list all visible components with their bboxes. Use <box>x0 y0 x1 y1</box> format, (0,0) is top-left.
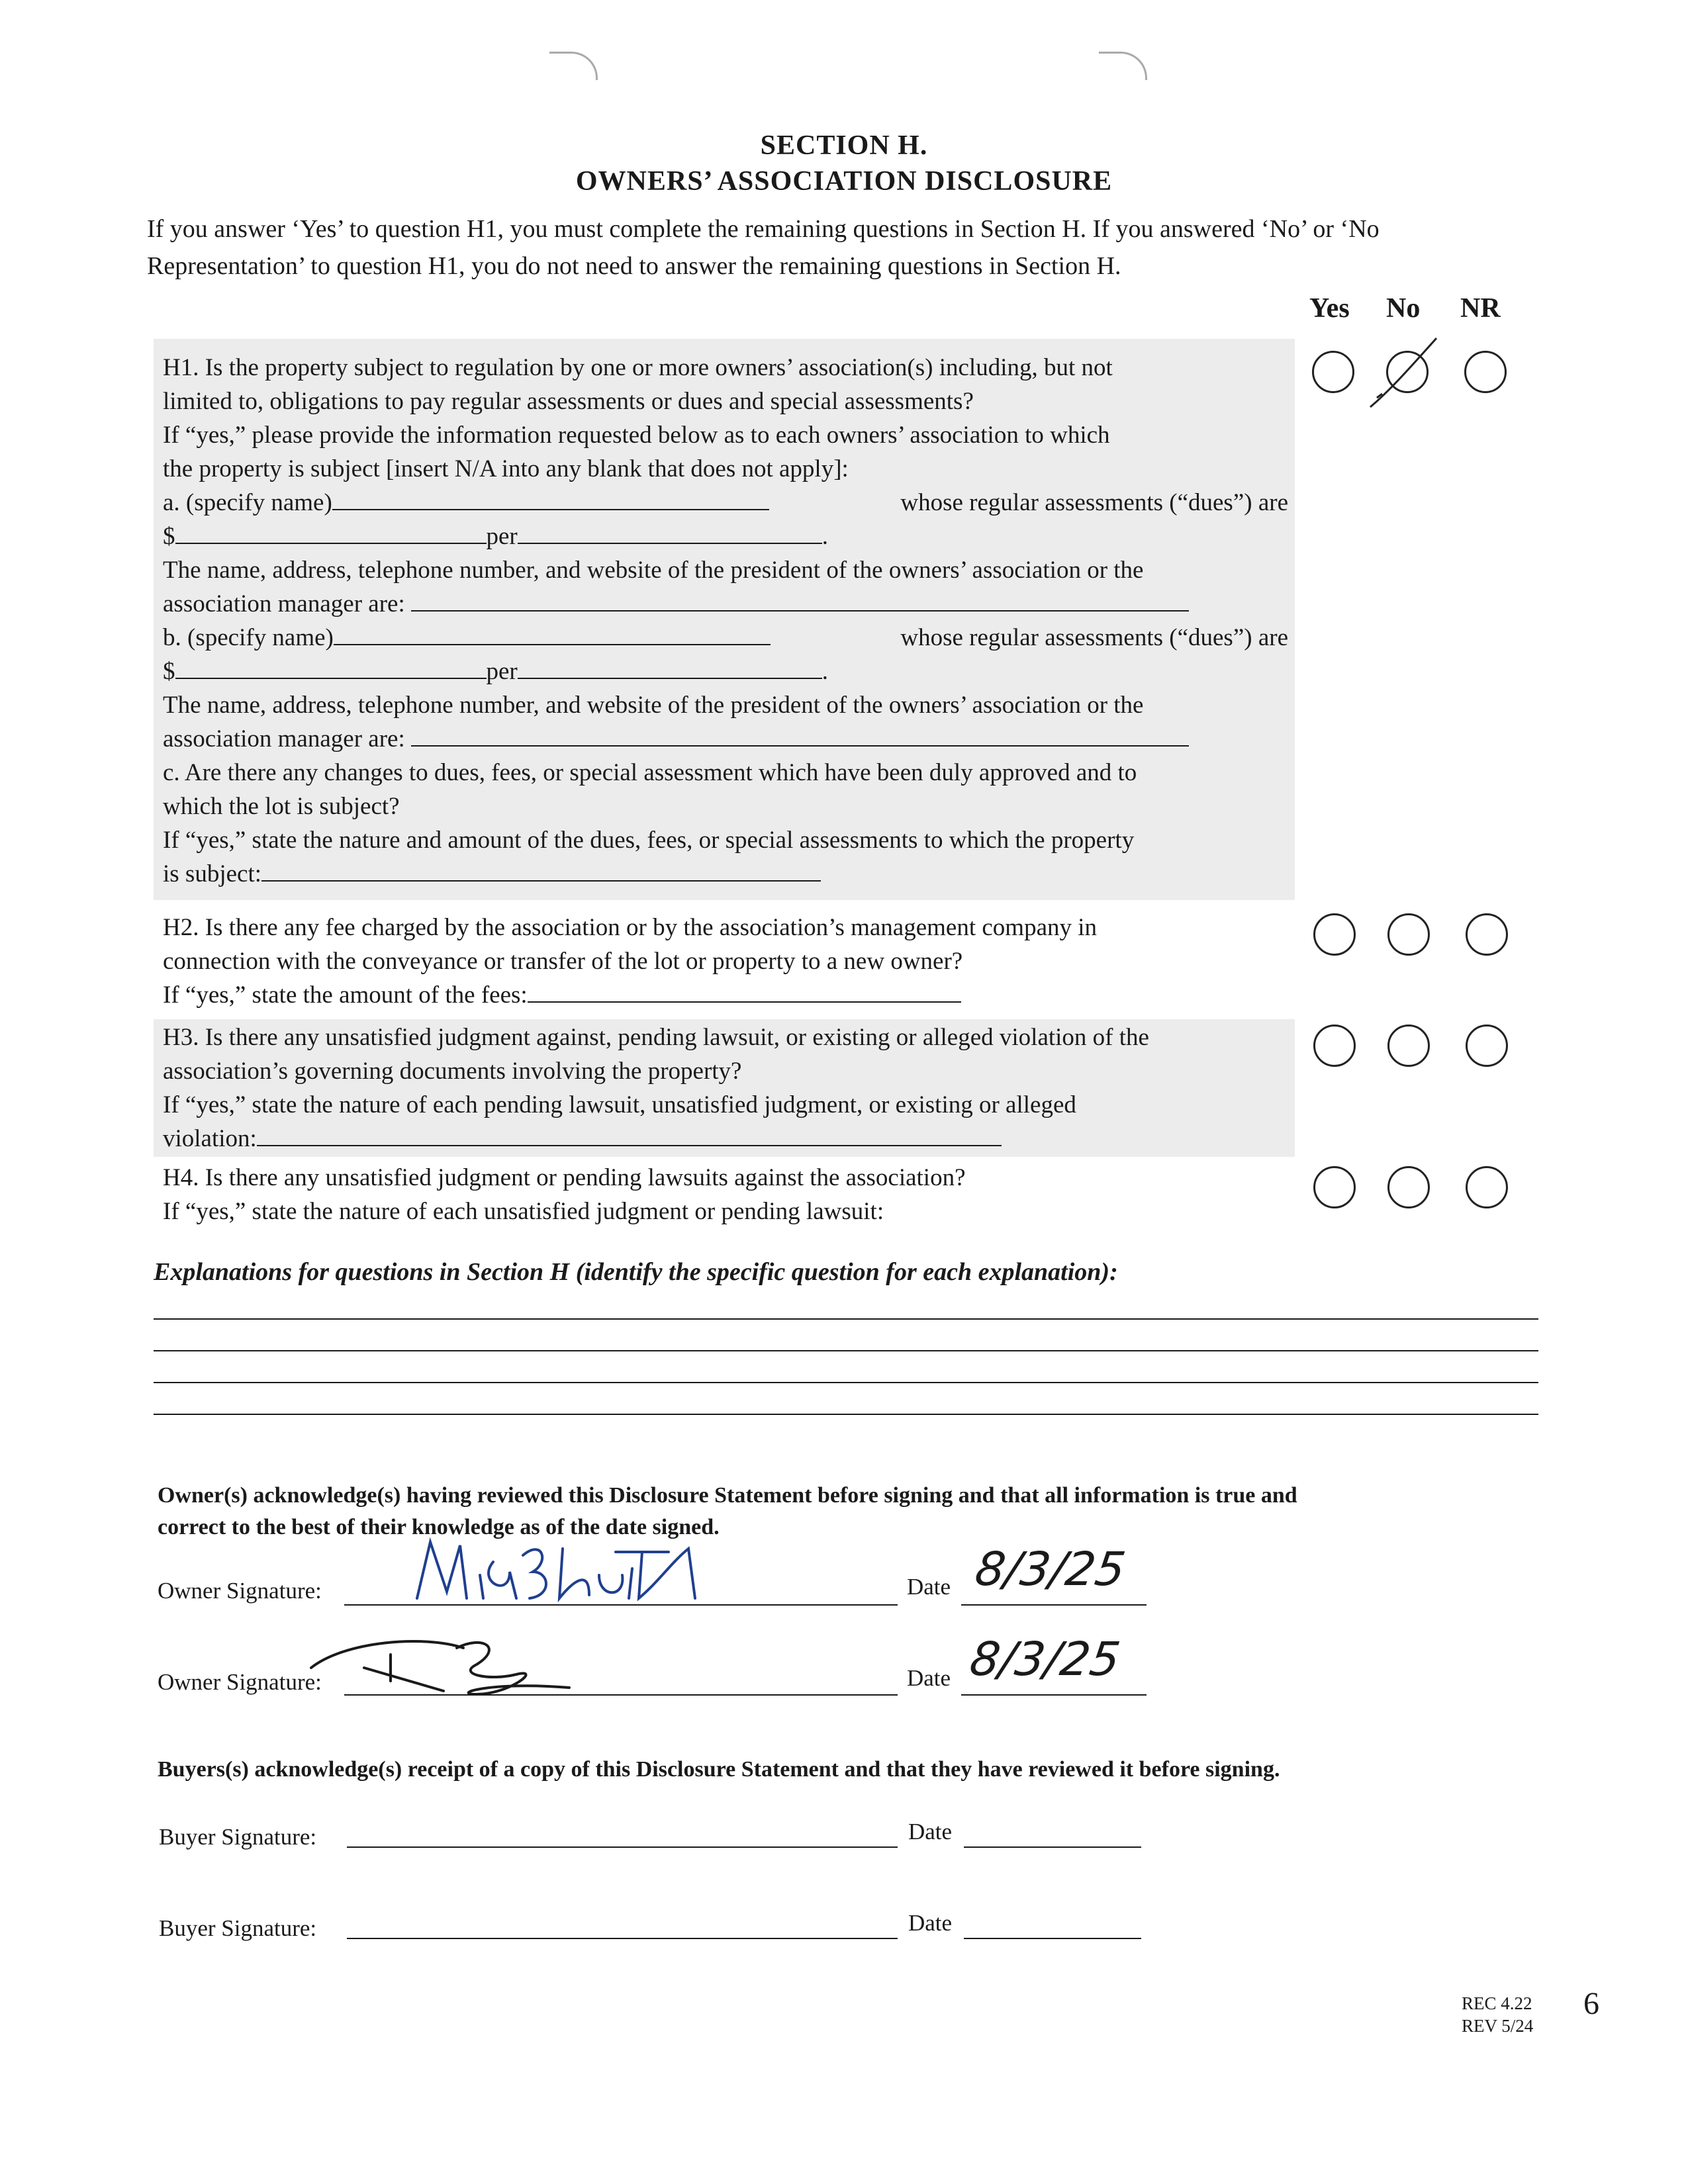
h4-no-radio[interactable] <box>1387 1166 1430 1208</box>
explanations-heading: Explanations for questions in Section H (identify the specific question for each explanation): <box>154 1258 1118 1286</box>
buyer-date-line[interactable] <box>964 1846 1141 1848</box>
intro-text: If you answer ‘Yes’ to question H1, you must complete the remaining questions in Section H. If you answered ‘No’ or ‘No Representation’ to question H1, you do not need to answer the remaining questions in Section H. <box>147 215 1380 280</box>
h1-text: H1. Is the property subject to regulation by one or more owners’ association(s) including, but not <box>163 354 1113 381</box>
h4-yes-radio[interactable] <box>1313 1166 1356 1208</box>
h1b-dues-period-blank[interactable] <box>518 655 822 679</box>
owner-date-line[interactable] <box>961 1604 1147 1606</box>
explanation-line[interactable] <box>154 1350 1538 1351</box>
h3-yes-radio[interactable] <box>1313 1024 1356 1067</box>
h3-violation-blank[interactable] <box>257 1122 1002 1146</box>
buyer-date-label: Date <box>908 1910 953 1936</box>
question-h3: H3. Is there any unsatisfied judgment against, pending lawsuit, or existing or alleged violation of the association’s governing documents involving the property? If “yes,” state the nature of each pending lawsuit, unsatisfied judgment, or existing or alleged violation: <box>163 1024 1149 1152</box>
h3-nr-radio[interactable] <box>1466 1024 1508 1067</box>
page-title: OWNERS’ ASSOCIATION DISCLOSURE <box>575 166 1113 197</box>
buyer-signature-line[interactable] <box>347 1846 898 1848</box>
column-header-no: No <box>1386 293 1421 324</box>
h4-nr-radio[interactable] <box>1466 1166 1508 1208</box>
h2-no-radio[interactable] <box>1387 913 1430 956</box>
owner-signature-1 <box>410 1535 755 1608</box>
h1b-dues-amount-blank[interactable] <box>175 655 487 679</box>
buyer-signature-label: Buyer Signature: <box>159 1915 317 1941</box>
h1a-president-blank[interactable] <box>411 588 1189 612</box>
form-code <box>1462 1992 1533 2037</box>
section-heading: SECTION H. <box>760 130 928 161</box>
h1b-president-blank[interactable] <box>411 723 1189 747</box>
column-header-yes: Yes <box>1309 293 1350 324</box>
owner-acknowledgment: Owner(s) acknowledge(s) having reviewed this Disclosure Statement before signing and that all information is true and correct to the best of their knowledge as of the date signed. <box>158 1483 1297 1539</box>
question-h4: H4. Is there any unsatisfied judgment or pending lawsuits against the association? If “yes,” state the nature of each unsatisfied judgment or pending lawsuit: <box>163 1164 966 1225</box>
buyer-signature-line[interactable] <box>347 1938 898 1939</box>
h1c-blank[interactable] <box>261 858 821 882</box>
owner-signature-label: Owner Signature: <box>158 1669 322 1695</box>
question-h2: H2. Is there any fee charged by the association or by the association’s management company in connection with the conveyance or transfer of the lot or property to a new owner? If “yes,” state the amount of the fees: <box>163 914 1098 1009</box>
page-number: 6 <box>1583 1986 1599 2021</box>
h1a-dues-amount-blank[interactable] <box>175 520 487 544</box>
h2-nr-radio[interactable] <box>1466 913 1508 956</box>
owner-signature-2 <box>291 1628 609 1707</box>
owner-signature-label: Owner Signature: <box>158 1578 322 1604</box>
owner-date-value: 8/3/25 <box>972 1542 1129 1596</box>
h1-nr-radio[interactable] <box>1464 351 1507 393</box>
form-rev: REV 5/24 <box>1462 2016 1534 2036</box>
owner-date-value: 8/3/25 <box>966 1632 1124 1686</box>
h1a-dues-period-blank[interactable] <box>518 520 822 544</box>
buyer-signature-label: Buyer Signature: <box>159 1824 317 1850</box>
h1a-name-blank[interactable] <box>332 486 769 510</box>
h1-yes-radio[interactable] <box>1312 351 1354 393</box>
explanation-line[interactable] <box>154 1318 1538 1320</box>
h3-no-radio[interactable] <box>1387 1024 1430 1067</box>
question-h1: H1. Is the property subject to regulation by one or more owners’ association(s) including, but not limited to, obligations to pay regular assessments or dues and special assessments? If “yes,” please provide the information requested below as to each owners’ association to which the property is subject [insert N/A into any blank that does not apply]: a. (specify name) whose regular assessments (“dues”) are $ per . The name, address, telephone number, and website of the president of the owners’ association or the association manager are: b. (specify name) whose regular assessments (“dues”) are $ per . The name, address, telephone number, and website of the president of the owners’ association or the association manager are: c. Are there any changes to dues, fees, or special assessment which have been duly approved and to which the lot is subject? If “yes,” state the nature and amount of the dues, fees, or special assessments to which the property is subject: <box>163 351 1288 891</box>
owner-date-line[interactable] <box>961 1694 1147 1696</box>
h2-fees-blank[interactable] <box>528 979 961 1003</box>
punch-hole-mark <box>549 52 598 80</box>
form-rec: REC 4.22 <box>1462 1993 1532 2013</box>
column-header-nr: NR <box>1460 293 1501 324</box>
punch-hole-mark <box>1099 52 1147 80</box>
explanation-line[interactable] <box>154 1414 1538 1415</box>
h2-yes-radio[interactable] <box>1313 913 1356 956</box>
buyer-acknowledgment: Buyers(s) acknowledge(s) receipt of a copy of this Disclosure Statement and that they have reviewed it before signing. <box>158 1757 1280 1782</box>
owner-date-label: Date <box>907 1574 951 1600</box>
explanation-line[interactable] <box>154 1382 1538 1383</box>
h1-no-radio[interactable] <box>1386 351 1429 393</box>
buyer-date-line[interactable] <box>964 1938 1141 1939</box>
h1b-name-blank[interactable] <box>334 621 771 645</box>
buyer-date-label: Date <box>908 1819 953 1844</box>
owner-date-label: Date <box>907 1665 951 1691</box>
